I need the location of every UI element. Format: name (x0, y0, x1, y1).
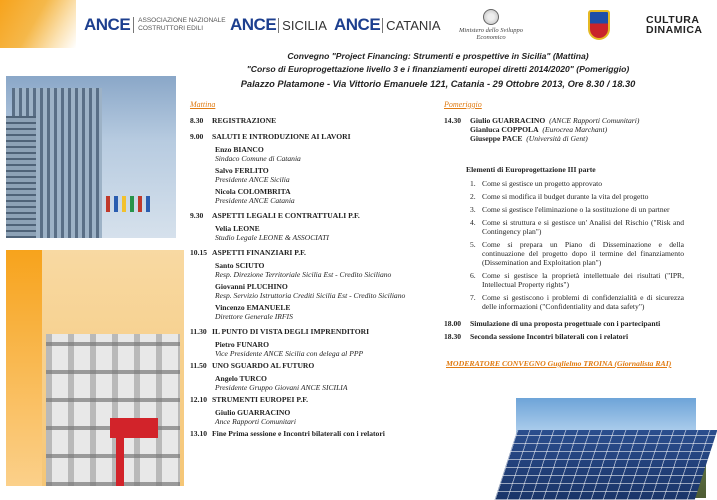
list-item: 5. Come si prepara un Piano di Disseminazione e della continuazione del progetto dopo il termine del finanziamento (Dissemination and Exploitation plan") (470, 240, 684, 267)
ance-logo-word: ANCE (84, 15, 131, 34)
panelist-affiliation: (Eurocrea Marchant) (542, 125, 608, 134)
slot-time: 9.00 (190, 132, 204, 141)
ance-logo-word: ANCE (230, 15, 277, 34)
panelist-name: Giulio GUARRACINO (470, 116, 546, 125)
list-item: 2. Come si modifica il budget durante la vita del progetto (470, 192, 649, 201)
agenda-slot (190, 429, 435, 438)
panelist-name: Gianluca COPPOLA (470, 125, 539, 134)
slot-topic: STRUMENTI EUROPEI P.F. (212, 395, 309, 404)
speaker-name: Angelo TURCO (215, 374, 267, 383)
speaker-name: Vincenzo EMANUELE (215, 303, 291, 312)
topics-list (470, 179, 684, 311)
mattina-column (190, 100, 435, 442)
speaker-name: Giulio GUARRACINO (215, 408, 291, 417)
ance-logo-region: SICILIA (278, 18, 327, 33)
slot-time: 12.10 (190, 395, 208, 404)
ministero-text: Ministero dello Sviluppo Economico (458, 27, 524, 41)
pomeriggio-heading: Pomeriggio (444, 100, 482, 109)
moderator-line: MODERATORE CONVEGNO Guglielmo TROINA (Giornalista RAI) (446, 359, 672, 368)
cultura-line2: DINAMICA (646, 24, 703, 36)
ance-logo-region: CATANIA (382, 18, 440, 33)
list-item: 3. Come si gestisce l'eliminazione o la sostituzione di un partner (470, 205, 670, 214)
speaker-role: Resp. Direzione Territoriale Sicilia Est - Credito Siciliano (215, 270, 392, 279)
list-item: 7. Come si gestiscono i problemi di confidenzialità e di sicurezza delle informazioni ("Confidentiality and data safety") (470, 293, 684, 311)
solar-panels-photo (516, 398, 696, 490)
second-session-slot (444, 332, 684, 341)
speaker-name: Salvo FERLITO (215, 166, 269, 175)
ance-logo-sub-line2: COSTRUTTORI EDILI (138, 25, 204, 32)
slot-time: 13.10 (190, 429, 208, 438)
speaker-name: Giovanni PLUCHINO (215, 282, 288, 291)
agenda-slot (190, 361, 435, 370)
ance-nazionale-logo (84, 8, 226, 42)
speaker-role: Presidente ANCE Catania (215, 196, 295, 205)
slot-topic: Simulazione di una proposta progettuale con i partecipanti (470, 319, 661, 328)
panelist-affiliation: (ANCE Rapporti Comunitari) (549, 116, 640, 125)
slot-topic: ASPETTI LEGALI E CONTRATTUALI P.F. (212, 211, 360, 220)
speaker-name: Pietro FUNARO (215, 340, 270, 349)
panelist-affiliation: (Università di Gent) (526, 134, 588, 143)
agenda-slot (190, 395, 435, 404)
speaker-role: Resp. Servizio Istruttoria Crediti Sicilia Est - Credito Siciliano (215, 291, 406, 300)
slot-topic: Fine Prima sessione e Incontri bilaterali con i relatori (212, 429, 385, 438)
speaker-name: Nicola COLOMBRITA (215, 187, 291, 196)
mattina-heading: Mattina (190, 100, 216, 109)
elements-title: Elementi di Europrogettazione III parte (466, 165, 596, 174)
ministero-logo (452, 8, 530, 42)
speaker-role: Studio Legale LEONE & ASSOCIATI (215, 233, 329, 242)
ance-catania-logo (334, 8, 441, 42)
agenda-slot (190, 211, 435, 220)
list-item: 6. Come si gestisce la proprietà intellettuale dei risultati ("IPR, Intellectual Property rights") (470, 271, 684, 289)
slot-time: 10.15 (190, 248, 208, 257)
republic-emblem-icon (483, 9, 499, 25)
speaker-name: Enzo BIANCO (215, 145, 264, 154)
ance-sicilia-logo (230, 8, 327, 42)
speaker-role: Ance Rapporti Comunitari (215, 417, 296, 426)
slot-time: 14.30 (444, 116, 462, 125)
agenda-slot (190, 116, 435, 125)
speaker-role: Presidente ANCE Sicilia (215, 175, 290, 184)
slot-topic: Seconda sessione Incontri bilaterali con i relatori (470, 332, 629, 341)
agenda-slot (190, 327, 435, 336)
list-item: 4. Come si struttura e si gestisce un' Analisi del Rischio ("Risk and Contingency plan") (470, 218, 684, 236)
title-venue: Palazzo Platamone - Via Vittorio Emanuele 121, Catania - 29 Ottobre 2013, Ore 8.30 / 18.30 (240, 79, 636, 89)
pomeriggio-column (444, 100, 684, 368)
speaker-name: Santo SCIUTO (215, 261, 265, 270)
agenda-slot (190, 248, 435, 257)
panelist-name: Giuseppe PACE (470, 134, 523, 143)
simulation-slot (444, 319, 684, 328)
speaker-role: Presidente Gruppo Giovani ANCE SICILIA (215, 383, 348, 392)
slot-topic: UNO SGUARDO AL FUTURO (212, 361, 315, 370)
orange-corner-decoration (0, 0, 76, 48)
title-corso: "Corso di Europrogettazione livello 3 e i finanziamenti europei diretti 2014/2020" (Pomeriggio) (246, 64, 630, 74)
crest-icon (588, 10, 610, 40)
speaker-role: Sindaco Comune di Catania (215, 154, 301, 163)
speaker-role: Vice Presidente ANCE Sicilia con delega al PPP (215, 349, 364, 358)
european-parliament-photo (6, 76, 176, 238)
ance-logo-sub-line1: ASSOCIAZIONE NAZIONALE (138, 17, 226, 24)
slot-topic: IL PUNTO DI VISTA DEGLI IMPRENDITORI (212, 327, 370, 336)
slot-time: 11.30 (190, 327, 207, 336)
speaker-role: Direttore Generale IRFIS (215, 312, 293, 321)
cultura-dinamica-logo (646, 8, 703, 42)
speaker-name: Velia LEONE (215, 224, 260, 233)
construction-site-photo (6, 250, 184, 486)
event-title-block (188, 50, 688, 93)
panel-slot (444, 116, 684, 143)
slot-time: 9.30 (190, 211, 204, 220)
slot-time: 18.30 (444, 332, 462, 341)
list-item: 1. Come si gestisce un progetto approvato (470, 179, 602, 188)
title-convegno: Convegno "Project Financing: Strumenti e prospettive in Sicilia" (Mattina) (287, 51, 589, 61)
slot-time: 8.30 (190, 116, 204, 125)
slot-time: 11.50 (190, 361, 207, 370)
agenda-slot (190, 132, 435, 141)
slot-time: 18.00 (444, 319, 462, 328)
slot-topic: REGISTRAZIONE (212, 116, 277, 125)
ance-logo-word: ANCE (334, 15, 381, 34)
cultura-line1: CULTURA (646, 13, 700, 26)
slot-topic: SALUTI E INTRODUZIONE AI LAVORI (212, 132, 351, 141)
slot-topic: ASPETTI FINANZIARI P.F. (212, 248, 306, 257)
catania-crest-logo (588, 8, 610, 42)
header-logos (0, 0, 703, 50)
